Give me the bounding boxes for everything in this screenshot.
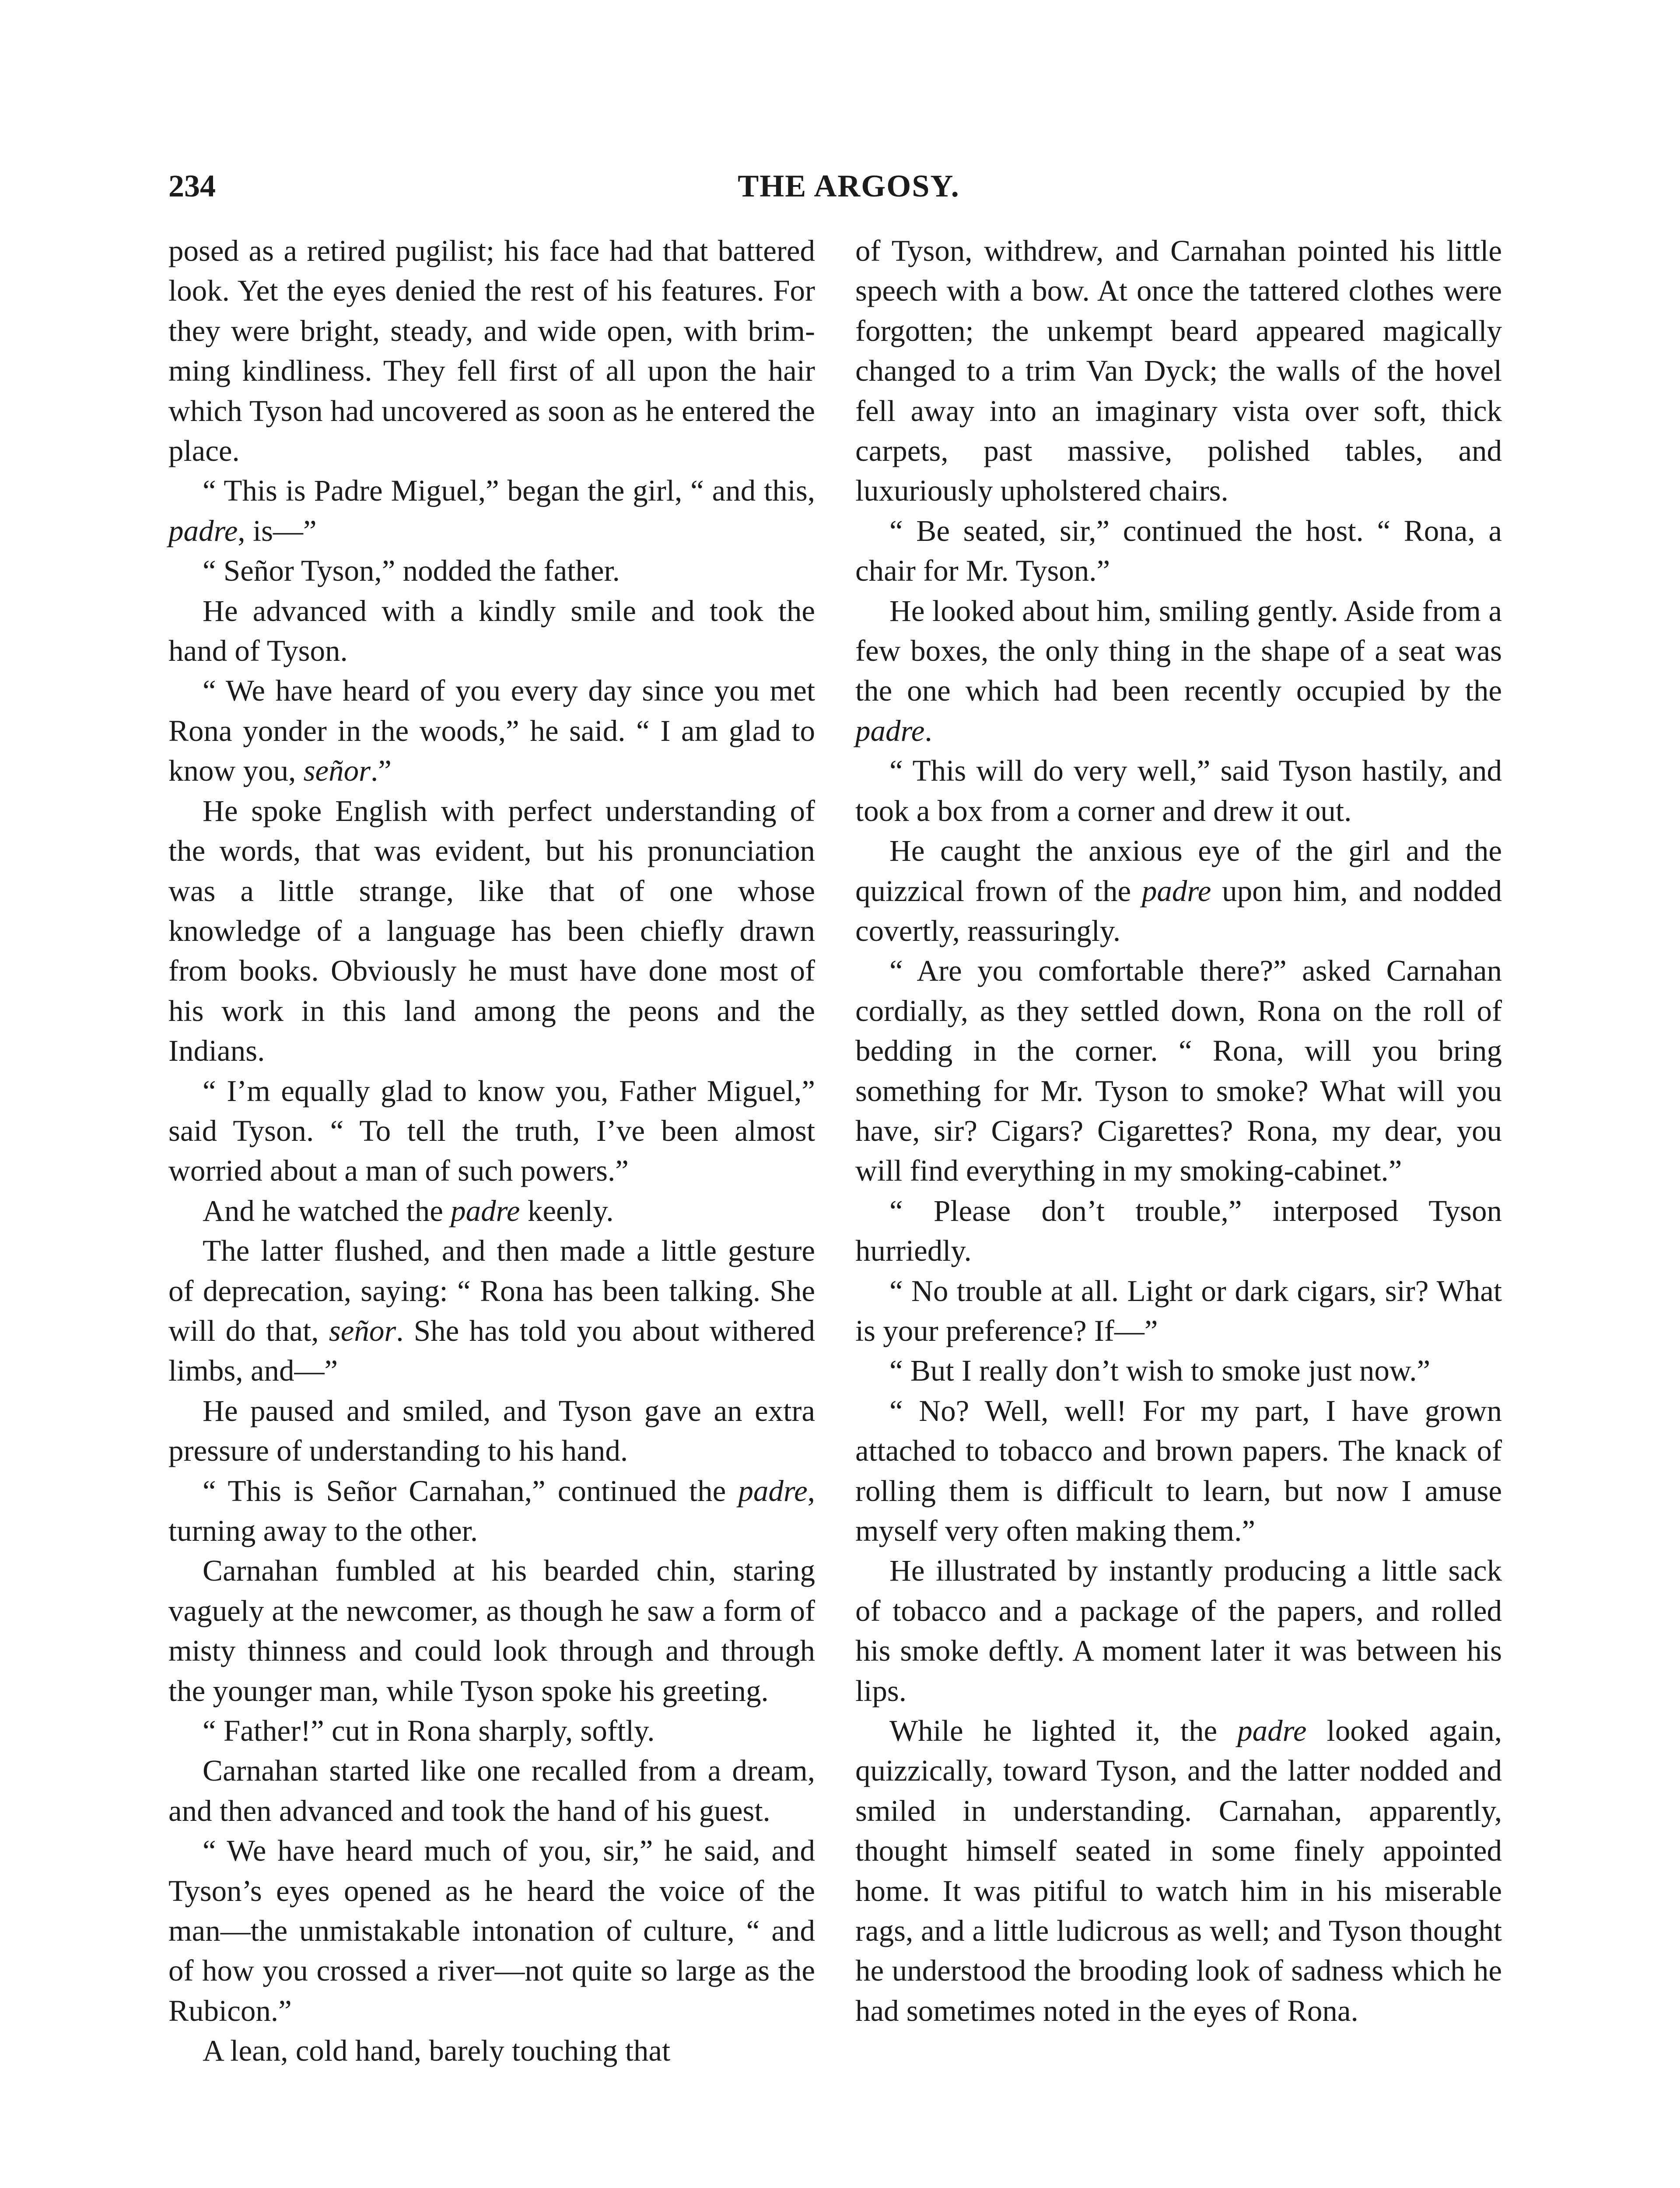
paragraph: “ This will do very well,” said Tyson hastily, and took a box from a corner and drew it out. [855, 754, 1502, 828]
paragraph: of Tyson, withdrew, and Carnahan pointed his little speech with a bow. At once the tattered clothes were forgotten; the unkempt beard appeared magically changed to a trim Van Dyck; the walls of the hovel fell away into an imaginary vista over soft, thick carpets, past massive, polished tables, and luxuriously upholstered chairs. [855, 234, 1502, 508]
paragraph: “ No trouble at all. Light or dark cigars, sir? What is your preference? If—” [855, 1274, 1502, 1347]
italic-word: padre [1237, 1714, 1307, 1748]
paragraph: He illustrated by instantly producing a little sack of tobacco and a package of the papers, and rolled his smoke deftly. A moment later it was between his lips. [855, 1554, 1502, 1708]
paragraph: “ Please don’t trouble,” interposed Tyson hurriedly. [855, 1194, 1502, 1268]
running-title: THE ARGOSY. [738, 168, 960, 203]
paragraph: Carnahan fumbled at his bearded chin, staring vaguely at the newcomer, as though he saw a form of misty thinness and could look through and through the younger man, while Tyson spoke his greeting. [168, 1554, 815, 1708]
right-column [855, 231, 1502, 2031]
paragraph: “ This is Padre Miguel,” began the girl, “ and this, padre, is—” [168, 474, 815, 547]
page-number: 234 [168, 168, 216, 203]
paragraph: He paused and smiled, and Tyson gave an extra pressure of understanding to his hand. [168, 1394, 815, 1468]
paragraph: “ But I really don’t wish to smoke just now.” [889, 1354, 1431, 1388]
italic-word: padre [738, 1474, 808, 1508]
paragraph: And he watched the padre keenly. [203, 1194, 614, 1227]
paragraph: He caught the anxious eye of the girl and the quizzical frown of the padre upon him, and nodded covertly, reassuringly. [855, 834, 1502, 947]
paragraph: “ This is Señor Carnahan,” continued the padre, turning away to the other. [168, 1474, 815, 1547]
paragraph: While he lighted it, the padre looked again, quizzically, toward Tyson, and the latter nodded and smiled in understanding. Carnahan, apparently, thought himself seated in some finely appointed home. It was pitiful to watch him in his miserable rags, and a little ludicrous as well; and Tyson thought he understood the brooding look of sadness which he had sometimes noted in the eyes of Rona. [855, 1714, 1502, 2027]
paragraph: “ Father!” cut in Rona sharply, softly. [203, 1714, 655, 1748]
italic-word: padre [1141, 874, 1211, 908]
paragraph: “ Señor Tyson,” nodded the father. [203, 554, 620, 588]
italic-word: padre [451, 1194, 520, 1227]
italic-word: señor [303, 754, 371, 788]
paragraph: A lean, cold hand, barely touching that [203, 2034, 671, 2068]
italic-word: padre [168, 514, 238, 547]
paragraph: “ We have heard of you every day since you met Rona yonder in the woods,” he said. “ I am glad to know you, señor.” [168, 674, 815, 788]
paragraph: He looked about him, smiling gently. Aside from a few boxes, the only thing in the shape of a seat was the one which had been recently occupied by the padre. [855, 594, 1502, 747]
paragraph: He spoke English with perfect understanding of the words, that was evident, but his pronunciation was a little strange, like that of one whose knowledge of a language has been chiefly drawn from books. Obviously he must have done most of his work in this land among the peons and the Indians. [168, 794, 815, 1068]
paragraph: He advanced with a kindly smile and took the hand of Tyson. [168, 594, 815, 668]
page-header [168, 162, 1529, 210]
paragraph: The latter flushed, and then made a little gesture of deprecation, saying: “ Rona has been talking. She will do that, señor. She has told you about withered limbs, and—” [168, 1234, 816, 1388]
paragraph: posed as a retired pugilist; his face had that battered look. Yet the eyes denied the rest of his features. For they were bright, steady, and wide open, with brimming kindliness. They fell first of all upon the hair which Tyson had uncovered as soon as he entered the place. [168, 234, 815, 468]
left-column [168, 231, 815, 2071]
paragraph: “ No? Well, well! For my part, I have grown attached to tobacco and brown papers. The knack of rolling them is difficult to learn, but now I amuse myself very often making them.” [855, 1394, 1502, 1547]
paragraph: “ Are you comfortable there?” asked Carnahan cordially, as they settled down, Rona on the roll of bedding in the corner. “ Rona, will you bring something for Mr. Tyson to smoke? What will you have, sir? Cigars? Cigarettes? Rona, my dear, you will find everything in my smoking-cabinet.” [855, 954, 1502, 1188]
italic-word: señor [329, 1314, 396, 1347]
paragraph: “ Be seated, sir,” continued the host. “ Rona, a chair for Mr. Tyson.” [855, 514, 1502, 588]
paragraph: “ We have heard much of you, sir,” he said, and Tyson’s eyes opened as he heard the voice of the man—the unmistakable intonation of culture, “ and of how you crossed a river—not quite so large as the Rubicon.” [168, 1834, 815, 2027]
italic-word: padre [855, 714, 925, 747]
paragraph: “ I’m equally glad to know you, Father Miguel,” said Tyson. “ To tell the truth, I’ve been almost worried about a man of such powers.” [168, 1074, 815, 1188]
paragraph: Carnahan started like one recalled from a dream, and then advanced and took the hand of his guest. [168, 1754, 815, 1827]
